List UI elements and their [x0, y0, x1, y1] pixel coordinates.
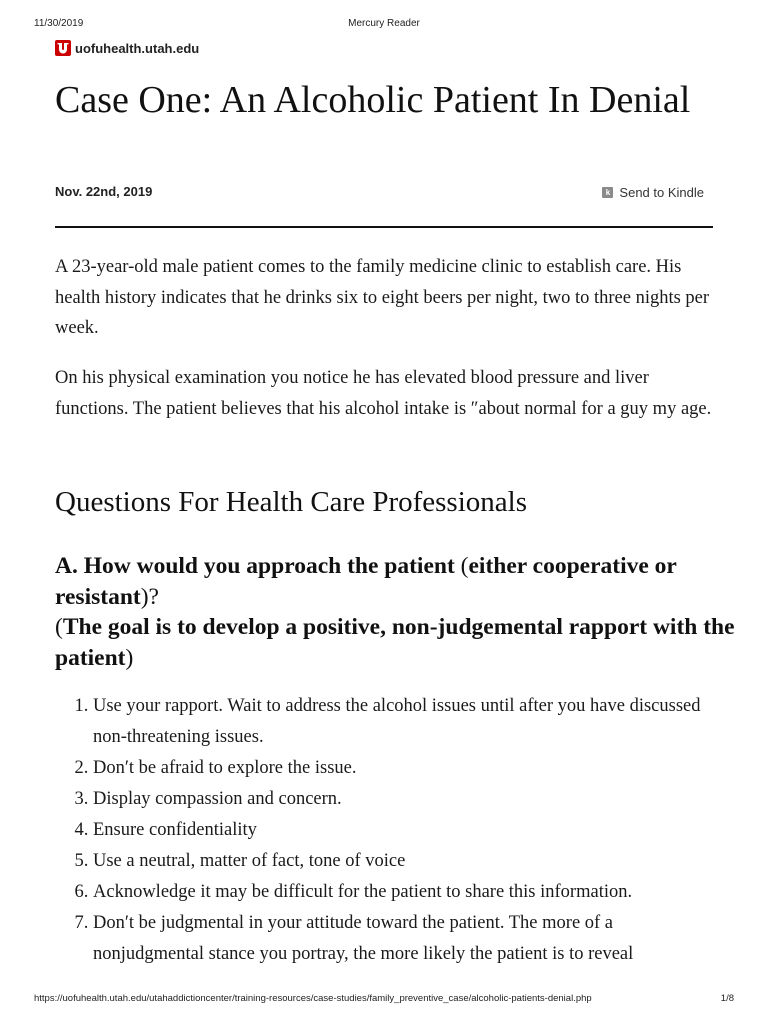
question-normal-2: )?	[140, 583, 159, 610]
kindle-icon: k	[602, 187, 613, 198]
print-url: https://uofuhealth.utah.edu/utahaddictioncenter/training-resources/case-studies/family_preventive_case/alcoholic-patients-denial.php	[34, 993, 592, 1004]
section-heading: Questions For Health Care Professionals	[55, 486, 527, 518]
question-normal-4: )	[125, 644, 134, 671]
approach-steps-list	[55, 691, 715, 970]
list-item: 1. Use your rapport. Wait to address the alcohol issues until after you have discussed non-threatening issues.	[93, 691, 715, 753]
header-divider	[55, 226, 713, 228]
site-link[interactable]	[55, 39, 199, 57]
list-item: 5. Use a neutral, matter of fact, tone of voice	[93, 846, 715, 877]
list-item: 6. Acknowledge it may be difficult for the patient to share this information.	[93, 877, 715, 908]
send-to-kindle-label: Send to Kindle	[619, 185, 704, 200]
list-item: 7. Don′t be judgmental in your attitude toward the patient. The more of a nonjudgmental stance you portray, the more likely the patient is to reveal	[93, 908, 715, 970]
question-normal-1: (	[454, 553, 469, 579]
article-date: Nov. 22nd, 2019	[55, 184, 153, 199]
list-item: 4. Ensure confidentiality	[93, 815, 715, 846]
print-app-name: Mercury Reader	[348, 18, 420, 29]
article-title: Case One: An Alcoholic Patient In Denial	[55, 79, 691, 121]
list-item: 3. Display compassion and concern.	[93, 784, 715, 815]
question-normal-3: (	[55, 614, 63, 640]
print-date: 11/30/2019	[34, 18, 84, 29]
paragraph-2: On his physical examination you notice he has elevated blood pressure and liver functions. The patient believes that his alcohol intake is ″about normal for a guy my age.	[55, 368, 712, 419]
university-of-utah-logo-icon	[55, 40, 71, 56]
question-heading	[55, 551, 735, 673]
print-footer	[0, 993, 768, 1007]
question-bold-3: The goal is to develop a positive, non-judgemental rapport with the patient	[55, 614, 735, 671]
print-header	[0, 18, 768, 32]
question-bold-2: either cooperative or resistant	[55, 553, 677, 610]
send-to-kindle-button[interactable]	[602, 185, 704, 200]
print-page-number: 1/8	[720, 993, 734, 1004]
site-domain: uofuhealth.utah.edu	[75, 40, 200, 56]
paragraph-1: A 23-year-old male patient comes to the family medicine clinic to establish care. His health history indicates that he drinks six to eight beers per night, two to three nights per week.	[55, 257, 710, 338]
list-item: 2. Don′t be afraid to explore the issue.	[93, 753, 715, 784]
question-bold-1: A. How would you approach the patient	[55, 553, 455, 579]
